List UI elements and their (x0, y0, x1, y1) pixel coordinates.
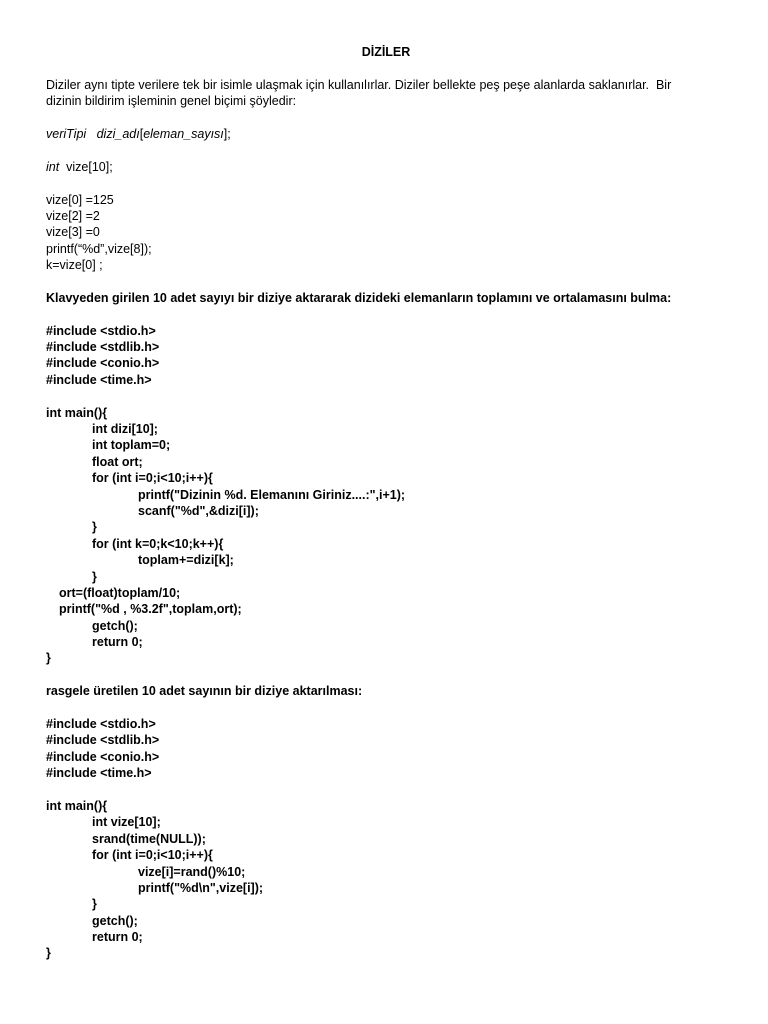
code-line: srand(time(NULL)); (92, 831, 206, 846)
section2-heading: rasgele üretilen 10 adet sayının bir diziye aktarılması: (46, 684, 363, 699)
intro-line-2: dizinin bildirim işleminin genel biçimi şöyledir: (46, 94, 297, 109)
include-line: #include <time.h> (46, 766, 152, 781)
example-line: vize[2] =2 (46, 208, 100, 223)
include-line: #include <time.h> (46, 372, 152, 387)
code-line: for (int i=0;i<10;i++){ (92, 848, 213, 863)
decl-rest: vize[10]; (59, 159, 113, 174)
page-title: DİZİLER (361, 45, 411, 59)
code-line: return 0; (92, 635, 143, 650)
code-line: printf("Dizinin %d. Elemanını Giriniz....:",i+1); (138, 487, 406, 502)
syntax-line: veriTipi dizi_adı[eleman_sayısı]; (46, 126, 231, 141)
code-line: } (92, 569, 97, 584)
syntax-name: dizi_adı (96, 126, 140, 141)
include-line: #include <conio.h> (46, 749, 160, 764)
code-line: for (int k=0;k<10;k++){ (92, 536, 224, 551)
code-line: } (46, 946, 51, 961)
code-line: int main(){ (46, 405, 108, 420)
include-line: #include <stdio.h> (46, 323, 156, 338)
code-line: getch(); (92, 618, 138, 633)
include-line: #include <stdlib.h> (46, 340, 160, 355)
code-line: vize[i]=rand()%10; (138, 864, 246, 879)
code-line: float ort; (92, 454, 143, 469)
include-line: #include <stdlib.h> (46, 733, 160, 748)
decl-line (46, 159, 726, 175)
code-line: getch(); (92, 913, 138, 928)
code-line: return 0; (92, 930, 143, 945)
decl-keyword: int (46, 159, 60, 174)
code-line: toplam+=dizi[k]; (138, 553, 234, 568)
intro-line-1: Diziler aynı tipte verilere tek bir isimle ulaşmak için kullanılırlar. Diziler bellekte peş peşe alanlarda saklanırlar. Bir (46, 77, 672, 92)
example-line: vize[0] =125 (46, 192, 114, 207)
syntax-size: eleman_sayısı (143, 126, 224, 141)
code-line: int dizi[10]; (92, 421, 158, 436)
code-line: ort=(float)toplam/10; (59, 585, 181, 600)
code-line: } (46, 651, 51, 666)
include-line: #include <conio.h> (46, 356, 160, 371)
document-page (46, 44, 726, 962)
code-line: for (int i=0;i<10;i++){ (92, 471, 213, 486)
code-line: int main(){ (46, 798, 108, 813)
example-line: printf(“%d”,vize[8]); (46, 241, 152, 256)
code-line: scanf("%d",&dizi[i]); (138, 503, 259, 518)
code-line: int vize[10]; (92, 815, 161, 830)
code-line: } (92, 520, 97, 535)
code-line: printf("%d , %3.2f",toplam,ort); (59, 602, 242, 617)
example-line: k=vize[0] ; (46, 258, 103, 273)
code-line: int toplam=0; (92, 438, 171, 453)
section1-heading: Klavyeden girilen 10 adet sayıyı bir diziye aktararak dizideki elemanların toplamını ve ortalamasını bulma: (46, 290, 672, 305)
code-line: } (92, 897, 97, 912)
code-line: printf("%d\n",vize[i]); (138, 880, 264, 895)
include-line: #include <stdio.h> (46, 717, 156, 732)
example-line: vize[3] =0 (46, 225, 100, 240)
syntax-type: veriTipi (46, 126, 87, 141)
